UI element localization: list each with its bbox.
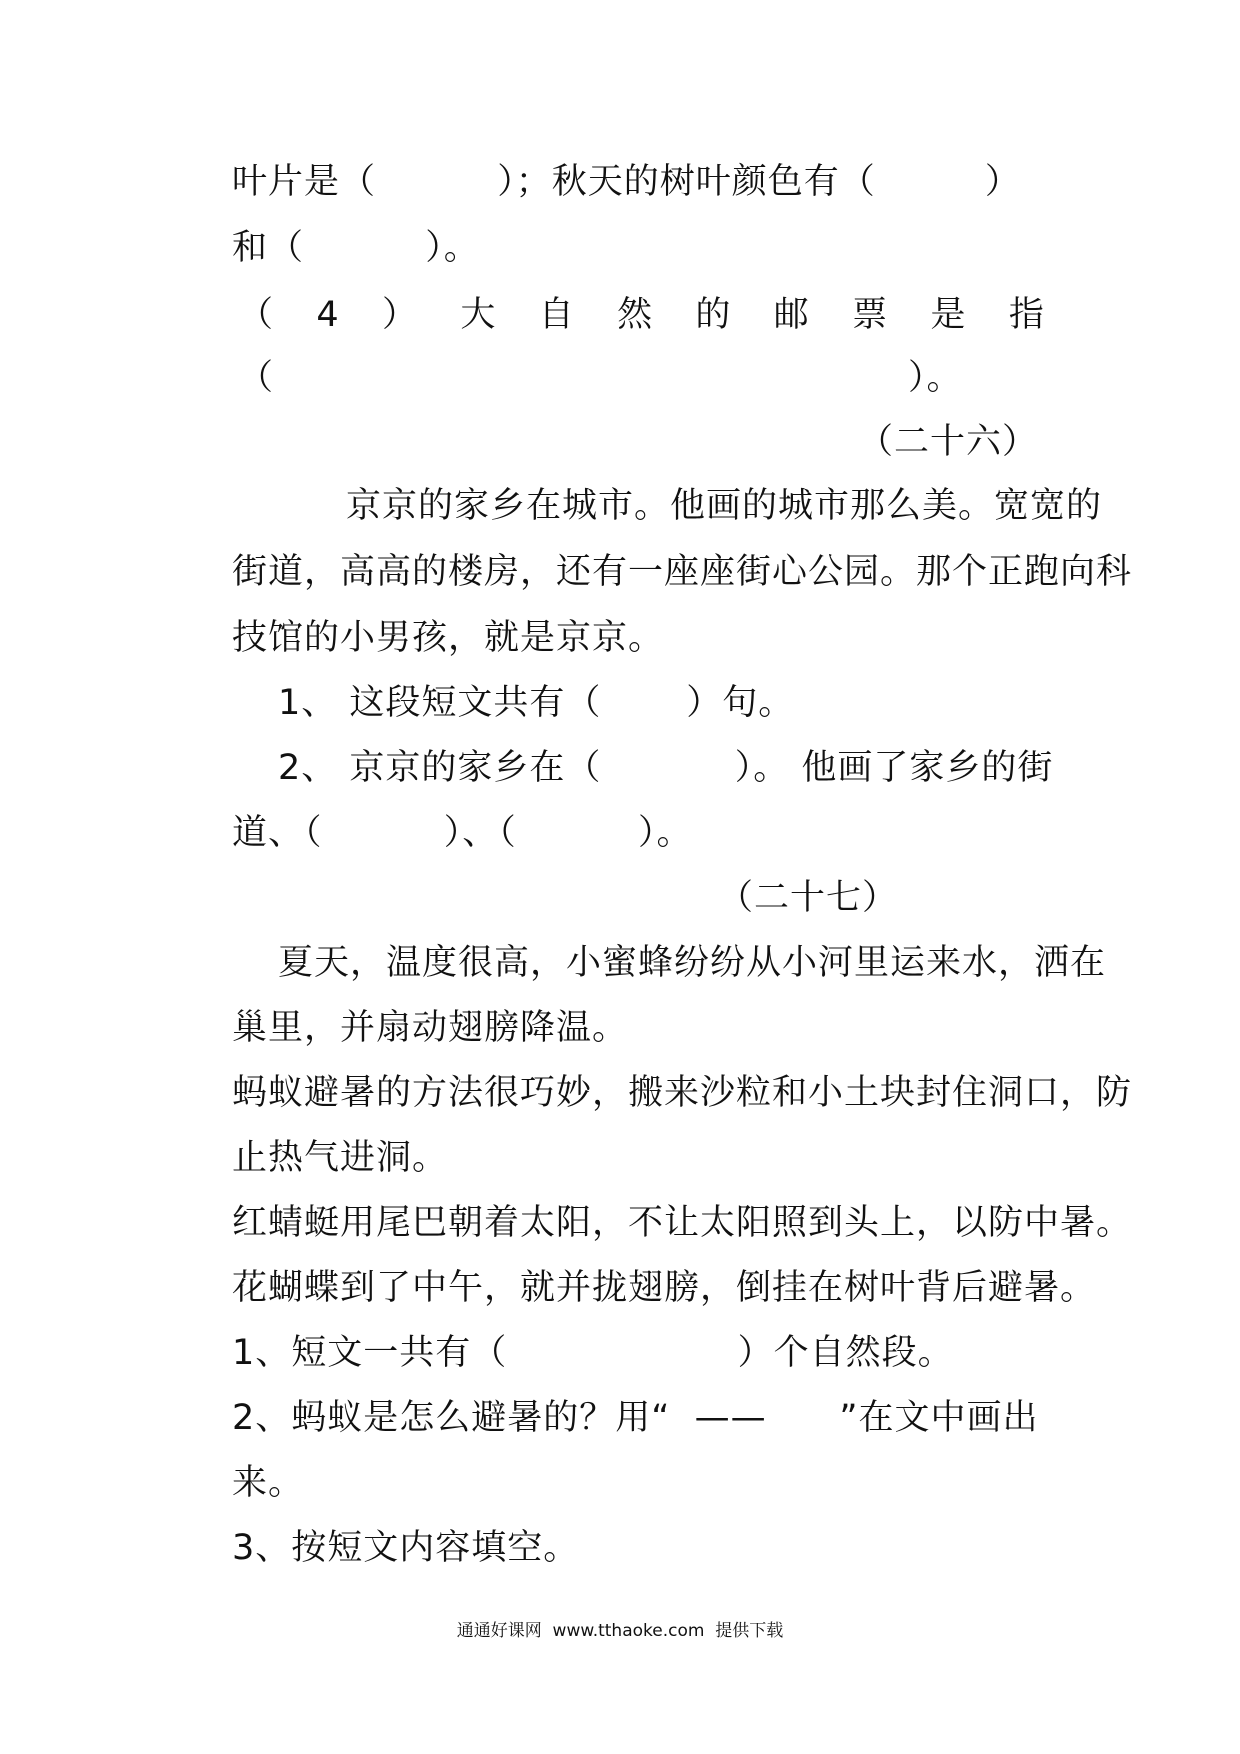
- q4-blank-left: （: [238, 358, 275, 398]
- q4-char: 邮: [773, 295, 809, 335]
- q4-char: 自: [538, 295, 574, 335]
- page-footer: 通通好课网 www.tthaoke.com 提供下载: [456, 1621, 784, 1641]
- q4-char: 票: [852, 295, 888, 335]
- question-26-2-cont: 道、（ ）、（ ）。: [232, 813, 693, 853]
- passage-27-line-1: 夏天，温度很高，小蜜蜂纷纷从小河里运来水，洒在: [278, 943, 1107, 983]
- section-heading-26: （二十六）: [858, 422, 1039, 462]
- question-27-2-cont: 来。: [232, 1463, 305, 1503]
- q4-char: 是: [930, 295, 966, 335]
- question-27-2: 2、蚂蚁是怎么避暑的？用“ —— ”在文中画出: [232, 1398, 1039, 1438]
- question-26-2: 2、 京京的家乡在（ ）。 他画了家乡的街: [278, 748, 1054, 788]
- q4-char: 的: [695, 295, 731, 335]
- text-line-1: 叶片是（ ）；秋天的树叶颜色有（ ）: [232, 162, 1021, 202]
- q4-char: ）: [381, 295, 417, 335]
- passage-26-line-2: 街道，高高的楼房，还有一座座街心公园。那个正跑向科: [232, 552, 1133, 592]
- q4-char: 大: [460, 295, 496, 335]
- q4-blank-right: ）。: [908, 358, 963, 398]
- passage-27-line-5: 红蜻蜓用尾巴朝着太阳，不让太阳照到头上，以防中暑。: [232, 1203, 1133, 1243]
- section-heading-27: （二十七）: [718, 878, 899, 918]
- q4-char: （: [238, 295, 274, 335]
- passage-27-line-6: 花蝴蝶到了中午，就并拢翅膀，倒挂在树叶背后避暑。: [232, 1268, 1097, 1308]
- passage-26-line-3: 技馆的小男孩，就是京京。: [232, 618, 665, 658]
- passage-27-line-2: 巢里，并扇动翅膀降温。: [232, 1008, 629, 1048]
- q4-char: 指: [1008, 295, 1044, 335]
- text-line-2: 和（ ）。: [232, 228, 480, 268]
- question-4-line: [238, 295, 1044, 335]
- question-27-1: 1、短文一共有（ ）个自然段。: [232, 1333, 954, 1373]
- question-27-3: 3、按短文内容填空。: [232, 1528, 580, 1568]
- passage-26-line-1: 京京的家乡在城市。他画的城市那么美。宽宽的: [346, 486, 1103, 526]
- passage-27-line-4: 止热气进洞。: [232, 1138, 449, 1178]
- q4-char: 然: [617, 295, 653, 335]
- passage-27-line-3: 蚂蚁避暑的方法很巧妙，搬来沙粒和小土块封住洞口，防: [232, 1073, 1133, 1113]
- question-26-1: 1、 这段短文共有（ ）句。: [278, 683, 795, 723]
- q4-char: 4: [316, 295, 339, 335]
